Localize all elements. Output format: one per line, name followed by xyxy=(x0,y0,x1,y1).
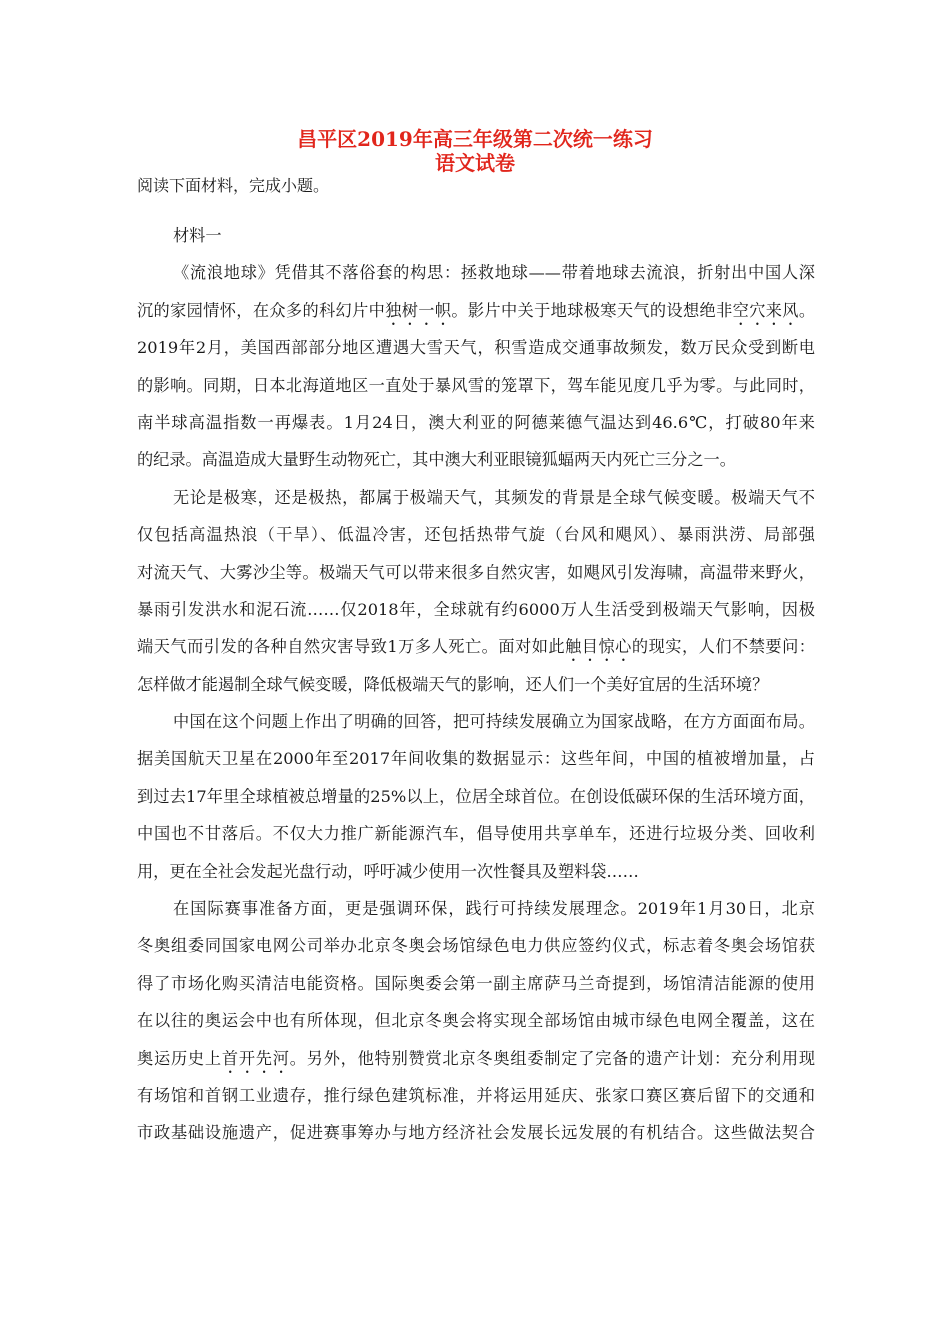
text-line: 的纪录。高温造成大量野生动物死亡，其中澳大利亚眼镜狐蝠两天内死亡三分之一。 xyxy=(137,450,736,470)
text-line: 对流天气、大雾沙尘等。极端天气可以带来很多自然灾害，如飓风引发海啸，高温带来野火， xyxy=(137,562,815,582)
text-line: 市政基础设施遗产，促进赛事筹办与地方经济社会发展长远发展的有机结合。这些做法契合 xyxy=(137,1123,815,1143)
text-line: 用，更在全社会发起光盘行动，呼吁减少使用一次性餐具及塑料袋…… xyxy=(137,861,639,881)
emphasized-phrase: 空穴来风 xyxy=(732,300,799,320)
text-line: 沉的家园情怀，在众多的科幻片中独树一帜。影片中关于地球极寒天气的设想绝非空穴来风。 xyxy=(137,300,816,320)
text-line: 在以往的奥运会中也有所体现，但北京冬奥会将实现全部场馆由城市绿色电网全覆盖，这在 xyxy=(137,1011,815,1031)
text-line: 无论是极寒，还是极热，都属于极端天气，其频发的背景是全球气候变暖。极端天气不 xyxy=(173,487,815,507)
text-line: 据美国航天卫星在2000年至2017年间收集的数据显示：这些年间，中国的植被增加量，占 xyxy=(137,749,815,769)
text-line: 在国际赛事准备方面，更是强调环保，践行可持续发展理念。2019年1月30日，北京 xyxy=(173,899,815,919)
instruction-text: 阅读下面材料，完成小题。 xyxy=(137,176,330,195)
text-line: 端天气而引发的各种自然灾害导致1万多人死亡。面对如此触目惊心的现实，人们不禁要问： xyxy=(137,637,815,657)
text-line: 中国在这个问题上作出了明确的回答，把可持续发展确立为国家战略，在方方面面布局。 xyxy=(173,712,815,732)
title-line-2: 语文试卷 xyxy=(435,151,515,175)
article-body xyxy=(137,217,815,1152)
text-line: 得了市场化购买清洁电能资格。国际奥委会第一副主席萨马兰奇提到，场馆清洁能源的使用 xyxy=(137,973,815,993)
text-line: 到过去17年里全球植被总增量的25%以上，位居全球首位。在创设低碳环保的生活环境方面， xyxy=(137,786,815,806)
text-line: 怎样做才能遏制全球气候变暖，降低极端天气的影响，还人们一个美好宜居的生活环境？ xyxy=(137,674,769,694)
document-title xyxy=(0,127,950,175)
text-line: 暴雨引发洪水和泥石流……仅2018年，全球就有约6000万人生活受到极端天气影响，因极 xyxy=(137,599,815,619)
title-line-1: 昌平区2019年高三年级第二次统一练习 xyxy=(297,127,653,151)
text-line: 《流浪地球》凭借其不落俗套的构思：拯救地球——带着地球去流浪，折射出中国人深 xyxy=(173,263,815,283)
material-heading: 材料一 xyxy=(173,226,222,245)
text-line: 仅包括高温热浪（干旱）、低温冷害，还包括热带气旋（台风和飓风）、暴雨洪涝、局部强 xyxy=(137,525,815,545)
text-line: 南半球高温指数一再爆表。1月24日，澳大利亚的阿德莱德气温达到46.6℃，打破80年来 xyxy=(137,412,815,432)
text-line: 中国也不甘落后。不仅大力推广新能源汽车，倡导使用共享单车，还进行垃圾分类、回收利 xyxy=(137,824,815,844)
text-line: 的影响。同期，日本北海道地区一直处于暴风雪的笼罩下，驾车能见度几乎为零。与此同时， xyxy=(137,375,815,395)
text-line: 奥运历史上首开先河。另外，他特别赞赏北京冬奥组委制定了完备的遗产计划：充分利用现 xyxy=(137,1048,816,1068)
emphasized-phrase: 触目惊心 xyxy=(565,637,632,657)
emphasized-phrase: 首开先河 xyxy=(221,1048,290,1068)
text-line: 有场馆和首钢工业遗存，推行绿色建筑标准，并将运用延庆、张家口赛区赛后留下的交通和 xyxy=(137,1085,815,1105)
text-line: 冬奥组委同国家电网公司举办北京冬奥会场馆绿色电力供应签约仪式，标志着冬奥会场馆获 xyxy=(137,936,815,956)
text-line: 2019年2月，美国西部部分地区遭遇大雪天气，积雪造成交通事故频发，数万民众受到断电 xyxy=(137,338,815,358)
emphasized-phrase: 独树一帜 xyxy=(385,300,452,320)
